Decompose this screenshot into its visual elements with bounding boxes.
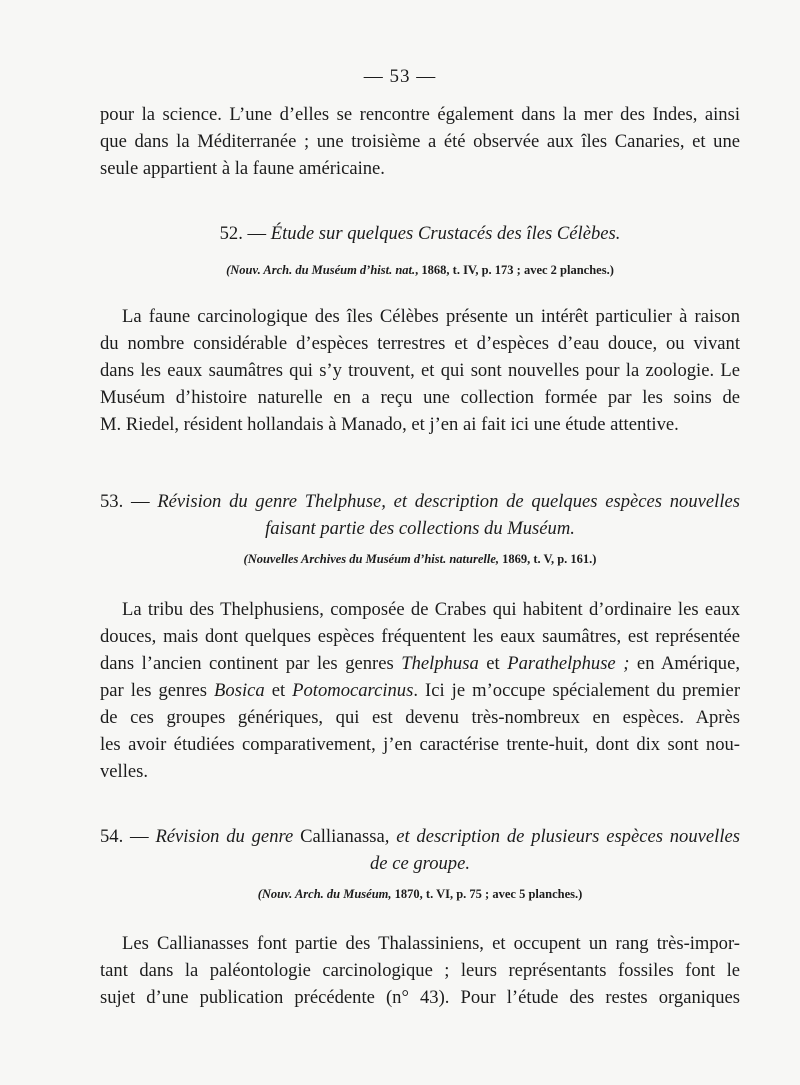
- entry-52-line-5: M. Riedel, résident hollandais à Manado, et j’en ai fait ici une étude attentive.: [100, 414, 679, 435]
- entry-52-ref-journal: (Nouv. Arch. du Muséum d’hist. nat.: [226, 263, 416, 277]
- genus-potomocarcinus: Potomocarcinus: [292, 680, 414, 701]
- entry-53-ref-journal: (Nouvelles Archives du Muséum d’hist. naturelle,: [243, 552, 499, 566]
- entry-54-body: [100, 930, 740, 1011]
- entry-53-line-2: douces, mais dont quelques espèces fréquentent les eaux saumâtres, est représentée: [100, 626, 740, 647]
- intro-line-3: seule appartient à la faune américaine.: [100, 158, 385, 179]
- genus-bosica: Bosica: [214, 680, 265, 701]
- entry-52-number: 52.: [219, 223, 243, 244]
- genus-thelphusa: Thelphusa: [401, 653, 479, 674]
- page-number: — 53 —: [363, 66, 437, 87]
- entry-53-title-line-2: faisant partie des collections du Muséum.: [265, 518, 575, 539]
- entry-53-line-7: velles.: [100, 761, 149, 782]
- entry-53-heading: [100, 488, 740, 515]
- entry-53-title-line-1: Révision du genre Thelphuse, et description de quelques espèces nouvelles: [157, 491, 740, 512]
- entry-53-line-4-text-e: . Ici je m’occupe spécialement du premier: [413, 680, 741, 701]
- entry-52-line-2: du nombre considérable d’espèces terrestres et d’espèces d’eau douce, ou vivant: [100, 333, 740, 354]
- entry-53-line-4: [100, 677, 740, 704]
- entry-54-dash: —: [130, 826, 149, 847]
- entry-52-reference: [100, 262, 740, 278]
- genus-parathelphuse: Parathelphuse ;: [507, 653, 630, 674]
- entry-52-dash: —: [247, 223, 267, 244]
- entry-52-body: [100, 303, 740, 438]
- entry-54-line-3: sujet d’une publication précédente (n° 43). Pour l’étude des restes organiques: [100, 987, 740, 1008]
- entry-54-number: 54.: [100, 826, 124, 847]
- entry-53-reference: [100, 551, 740, 567]
- entry-54-heading: [100, 823, 740, 850]
- entry-53-body: [100, 596, 740, 785]
- entry-53-number: 53.: [100, 491, 124, 512]
- entry-52-heading: [100, 220, 740, 247]
- entry-54-line-2: tant dans la paléontologie carcinologique ; leurs représentants fossiles font le: [100, 960, 740, 981]
- entry-53-dash: —: [130, 491, 150, 512]
- entry-52-title: Étude sur quelques Crustacés des îles Célèbes.: [270, 223, 621, 244]
- entry-52-line-4: Muséum d’histoire naturelle en a reçu une collection formée par les soins de: [100, 387, 740, 408]
- entry-52-line-1: La faune carcinologique des îles Célèbes présente un intérêt particulier à raison: [122, 306, 740, 327]
- entry-53-line-3-text-a: dans l’ancien continent par les genres: [100, 653, 402, 674]
- entry-53-line-3-text-c: et: [478, 653, 508, 674]
- entry-54-title-callianassa: Callianassa: [300, 826, 385, 847]
- entry-53-line-4-text-a: par les genres: [100, 680, 215, 701]
- entry-53-line-6: les avoir étudiées comparativement, j’en caractérise trente-huit, dont dix sont nou-: [100, 734, 740, 755]
- entry-53-line-3-text-e: en Amérique,: [629, 653, 740, 674]
- entry-53-line-3: [100, 650, 740, 677]
- entry-54-ref-journal: (Nouv. Arch. du Muséum,: [257, 887, 392, 901]
- entry-54-title-line-2: de ce groupe.: [370, 853, 470, 874]
- entry-54-reference: [100, 886, 740, 902]
- entry-52-line-3: dans les eaux saumâtres qui s’y trouvent, et qui sont nouvelles pour la zoologie. Le: [100, 360, 740, 381]
- intro-line-1: pour la science. L’une d’elles se rencontre également dans la mer des Indes, ainsi: [100, 104, 740, 125]
- intro-paragraph: [100, 101, 740, 182]
- entry-52-ref-details: , 1868, t. IV, p. 173 ; avec 2 planches.): [415, 263, 614, 277]
- entry-54-line-1: Les Callianasses font partie des Thalassiniens, et occupent un rang très-impor-: [122, 933, 740, 954]
- entry-54-title-a: Révision du genre: [155, 826, 301, 847]
- entry-53-line-1: La tribu des Thelphusiens, composée de Crabes qui habitent d’ordinaire les eaux: [122, 599, 740, 620]
- entry-54-heading-cont: [100, 850, 740, 877]
- intro-line-2: que dans la Méditerranée ; une troisième a été observée aux îles Canaries, et une: [100, 131, 740, 152]
- entry-53-line-4-text-c: et: [264, 680, 293, 701]
- entry-53-heading-cont: [100, 515, 740, 542]
- entry-53-ref-details: 1869, t. V, p. 161.): [499, 552, 597, 566]
- entry-53-line-5: de ces groupes génériques, qui est devenu très-nombreux en espèces. Après: [100, 707, 740, 728]
- entry-54-ref-details: 1870, t. VI, p. 75 ; avec 5 planches.): [391, 887, 583, 901]
- entry-54-title-c: , et description de plusieurs espèces nouvelles: [384, 826, 740, 847]
